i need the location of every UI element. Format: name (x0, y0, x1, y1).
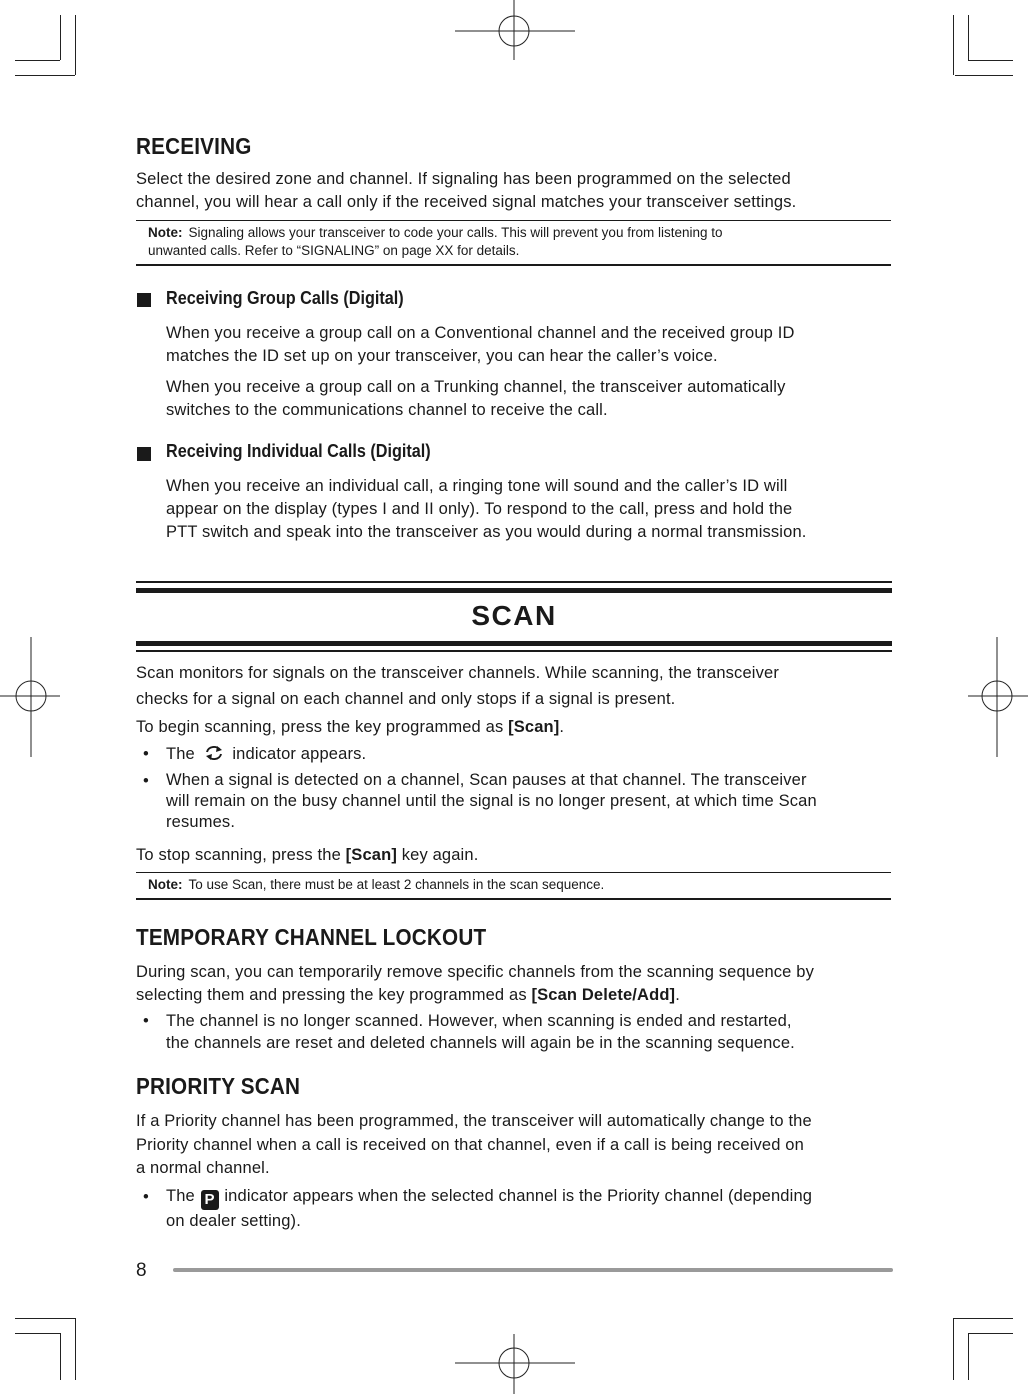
group-p1-line2: matches the ID set up on your transceiver, you can hear the caller’s voice. (166, 347, 718, 365)
scan-intro-line2: checks for a signal on each channel and only stops if a signal is present. (136, 690, 676, 708)
scan-intro-line1: Scan monitors for signals on the transceiver channels. While scanning, the transceiver (136, 664, 779, 682)
scan-bullet-detected (166, 770, 817, 833)
note-label: Note: (148, 225, 183, 240)
individual-line3: PTT switch and speak into the transceiver as you would during a normal transmission. (166, 523, 807, 541)
bullet: • (143, 1188, 149, 1206)
scan-rule-bottom-thick (136, 641, 892, 646)
scan-intro (136, 662, 779, 711)
individual-calls-heading: Receiving Individual Calls (Digital) (166, 441, 431, 461)
receiving-heading: RECEIVING (136, 133, 252, 159)
group-calls-heading: Receiving Group Calls (Digital) (166, 288, 404, 308)
receiving-intro-line2: channel, you will hear a call only if the received signal matches your transceiver settings. (136, 193, 797, 211)
receiving-note (136, 220, 891, 266)
registration-mark-top (455, 0, 575, 60)
priority-heading: PRIORITY SCAN (136, 1073, 301, 1099)
note-text-line2: unwanted calls. Refer to “SIGNALING” on page XX for details. (148, 243, 520, 258)
scan-note (136, 872, 891, 900)
scan-stop-instruction: To stop scanning, press the [Scan] key again. (136, 846, 479, 864)
scan-key-label: [Scan] (345, 846, 397, 864)
priority-para (136, 1110, 812, 1181)
individual-line2: appear on the display (types I and II only). To respond to the call, press and hold the (166, 500, 793, 518)
bullet: • (143, 1012, 149, 1030)
scan-rule-top-thick (136, 588, 892, 593)
bullet: • (143, 745, 149, 763)
note-text-line1: Signaling allows your transceiver to code your calls. This will prevent you from listening to (188, 225, 723, 240)
scan-delete-add-key-label: [Scan Delete/Add] (531, 986, 676, 1004)
individual-calls-para (166, 475, 807, 544)
page-number: 8 (136, 1260, 147, 1281)
scan-bullet-indicator: The indicator appears. (166, 745, 367, 763)
square-bullet-icon (137, 447, 151, 461)
scan-rule-top-thin (136, 581, 892, 583)
registration-mark-left (0, 637, 60, 757)
bullet: • (143, 772, 149, 790)
lockout-line1: During scan, you can temporarily remove specific channels from the scanning sequence by (136, 963, 814, 981)
group-p2-line1: When you receive a group call on a Trunking channel, the transceiver automatically (166, 378, 786, 396)
group-p2-line2: switches to the communications channel to receive the call. (166, 401, 608, 419)
registration-mark-right (968, 637, 1028, 757)
group-p1-line1: When you receive a group call on a Conventional channel and the received group ID (166, 324, 795, 342)
note-label: Note: (148, 877, 183, 892)
registration-mark-bottom (455, 1334, 575, 1394)
priority-line3: a normal channel. (136, 1159, 270, 1177)
scan-b2-line1: When a signal is detected on a channel, Scan pauses at that channel. The transceiver (166, 771, 807, 789)
lockout-b1-line2: the channels are reset and deleted channels will again be in the scanning sequence. (166, 1034, 795, 1052)
group-calls-para1 (166, 322, 795, 368)
scan-b2-line3: resumes. (166, 813, 236, 831)
lockout-para: During scan, you can temporarily remove specific channels from the scanning sequence by selecting them and pressing the key programmed as [Scan Delete/Add]. (136, 963, 814, 1004)
priority-line1: If a Priority channel has been programmed, the transceiver will automatically change to the (136, 1112, 812, 1130)
receiving-intro (136, 168, 796, 214)
scan-key-label: [Scan] (508, 718, 560, 736)
scan-begin-instruction: To begin scanning, press the key programmed as [Scan]. (136, 718, 565, 736)
priority-p-icon: P (201, 1190, 219, 1210)
priority-b1-line2: on dealer setting). (166, 1212, 301, 1230)
scan-heading: SCAN (471, 600, 557, 631)
scan-rule-bottom-thin (136, 650, 892, 652)
priority-bullet: The P indicator appears when the selected channel is the Priority channel (depending on dealer setting). (166, 1187, 813, 1230)
lockout-b1-line1: The channel is no longer scanned. However, when scanning is ended and restarted, (166, 1012, 792, 1030)
lockout-heading: TEMPORARY CHANNEL LOCKOUT (136, 924, 487, 950)
lockout-bullet (166, 1010, 795, 1054)
footer-rule (173, 1268, 893, 1272)
priority-line2: Priority channel when a call is received on that channel, even if a call is being received on (136, 1135, 804, 1154)
scan-b2-line2: will remain on the busy channel until the signal is no longer present, at which time Scan (166, 792, 817, 810)
square-bullet-icon (137, 293, 151, 307)
note-text: To use Scan, there must be at least 2 channels in the scan sequence. (188, 877, 605, 892)
group-calls-para2 (166, 376, 785, 422)
scan-arrows-icon (202, 744, 226, 762)
individual-line1: When you receive an individual call, a ringing tone will sound and the caller’s ID will (166, 477, 788, 495)
receiving-intro-line1: Select the desired zone and channel. If signaling has been programmed on the selected (136, 170, 791, 188)
